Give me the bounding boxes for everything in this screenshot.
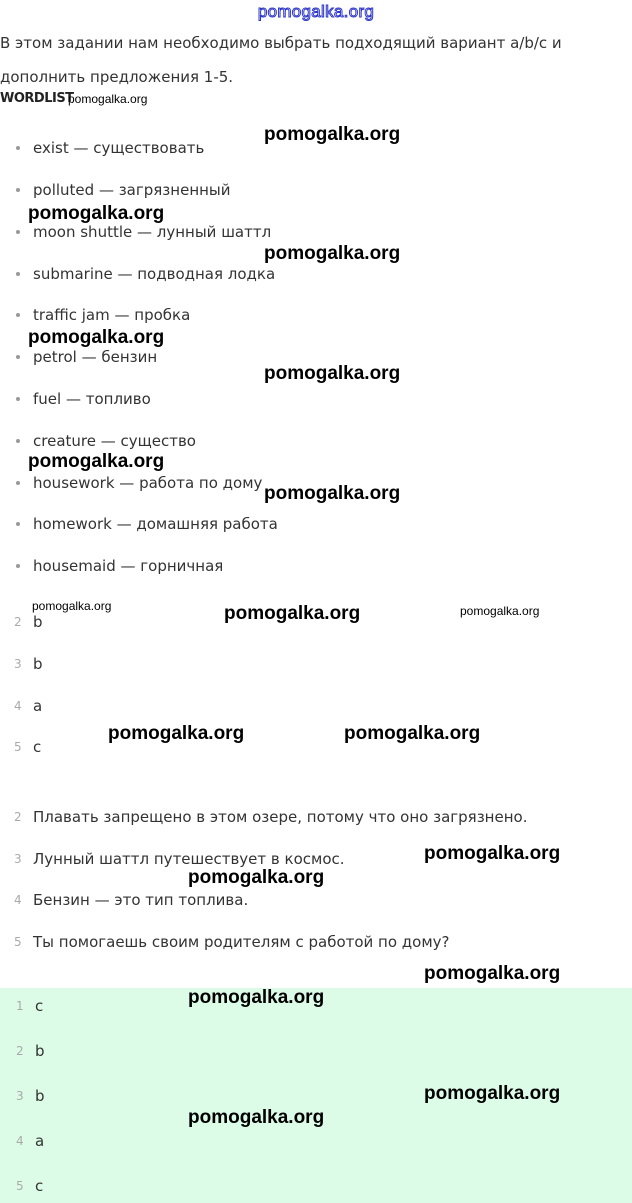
- watermark: pomogalka.org: [424, 1083, 561, 1104]
- task-intro-text: В этом задании нам необходимо выбрать подходящий вариант a/b/c и дополнить предложения 1-5.: [0, 34, 562, 86]
- item-number: 5: [16, 1179, 24, 1193]
- item-number: 2: [14, 615, 22, 629]
- item-number: 1: [16, 999, 24, 1013]
- watermark: pomogalka.org: [188, 987, 325, 1008]
- answer-letter: b: [35, 1087, 45, 1105]
- answer-letter: b: [33, 613, 43, 631]
- translation-text: Бензин — это тип топлива.: [33, 891, 249, 909]
- item-number: 5: [14, 935, 22, 949]
- word-entry: housework — работа по дому: [33, 474, 263, 492]
- answer-letter: b: [35, 1042, 45, 1060]
- word-entry: submarine — подводная лодка: [33, 265, 276, 283]
- watermark: pomogalka.org: [264, 483, 401, 504]
- watermark: pomogalka.org: [460, 604, 540, 618]
- site-header-logo: pomogalka.org: [257, 2, 375, 21]
- bullet-icon: [16, 313, 20, 317]
- word-entry: fuel — топливо: [33, 390, 151, 408]
- word-entry: moon shuttle — лунный шаттл: [33, 223, 272, 241]
- word-entry: creature — существо: [33, 432, 196, 450]
- watermark: pomogalka.org: [344, 723, 481, 744]
- translation-text: Плавать запрещено в этом озере, потому что оно загрязнено.: [33, 808, 528, 826]
- wordlist-heading: WORDLIST: [0, 91, 74, 106]
- word-entry: housemaid — горничная: [33, 557, 224, 575]
- bullet-icon: [16, 272, 20, 276]
- word-entry: homework — домашняя работа: [33, 515, 278, 533]
- answer-letter: a: [35, 1132, 45, 1150]
- answer-letter: c: [35, 997, 44, 1015]
- translation-text: Ты помогаешь своим родителям с работой по дому?: [33, 933, 450, 951]
- watermark: pomogalka.org: [28, 451, 165, 472]
- bullet-icon: [16, 230, 20, 234]
- bullet-icon: [16, 397, 20, 401]
- bullet-icon: [16, 481, 20, 485]
- translation-text: Лунный шаттл путешествует в космос.: [33, 850, 345, 868]
- item-number: 3: [14, 657, 22, 671]
- word-entry: traffic jam — пробка: [33, 306, 191, 324]
- bullet-icon: [16, 564, 20, 568]
- item-number: 4: [14, 893, 22, 907]
- item-number: 2: [14, 810, 22, 824]
- watermark: pomogalka.org: [424, 843, 561, 864]
- watermark: pomogalka.org: [108, 723, 245, 744]
- answer-letter: a: [33, 697, 43, 715]
- bullet-icon: [16, 146, 20, 150]
- watermark: pomogalka.org: [424, 963, 561, 984]
- word-entry: polluted — загрязненный: [33, 181, 231, 199]
- bullet-icon: [16, 522, 20, 526]
- watermark: pomogalka.org: [28, 203, 165, 224]
- answer-letter: c: [33, 738, 42, 756]
- bullet-icon: [16, 188, 20, 192]
- item-number: 4: [16, 1134, 24, 1148]
- watermark: pomogalka.org: [28, 327, 165, 348]
- watermark: pomogalka.org: [68, 92, 148, 106]
- word-entry: exist — существовать: [33, 139, 205, 157]
- answer-letter: b: [33, 655, 43, 673]
- item-number: 4: [14, 699, 22, 713]
- watermark: pomogalka.org: [224, 603, 361, 624]
- item-number: 2: [16, 1044, 24, 1058]
- watermark: pomogalka.org: [32, 599, 112, 613]
- item-number: 5: [14, 740, 22, 754]
- bullet-icon: [16, 439, 20, 443]
- item-number: 3: [14, 852, 22, 866]
- watermark: pomogalka.org: [264, 243, 401, 264]
- word-entry: petrol — бензин: [33, 348, 158, 366]
- watermark: pomogalka.org: [264, 363, 401, 384]
- bullet-icon: [16, 355, 20, 359]
- watermark: pomogalka.org: [188, 867, 325, 888]
- watermark: pomogalka.org: [264, 124, 401, 145]
- item-number: 3: [16, 1089, 24, 1103]
- answer-letter: c: [35, 1177, 44, 1195]
- watermark: pomogalka.org: [188, 1107, 325, 1128]
